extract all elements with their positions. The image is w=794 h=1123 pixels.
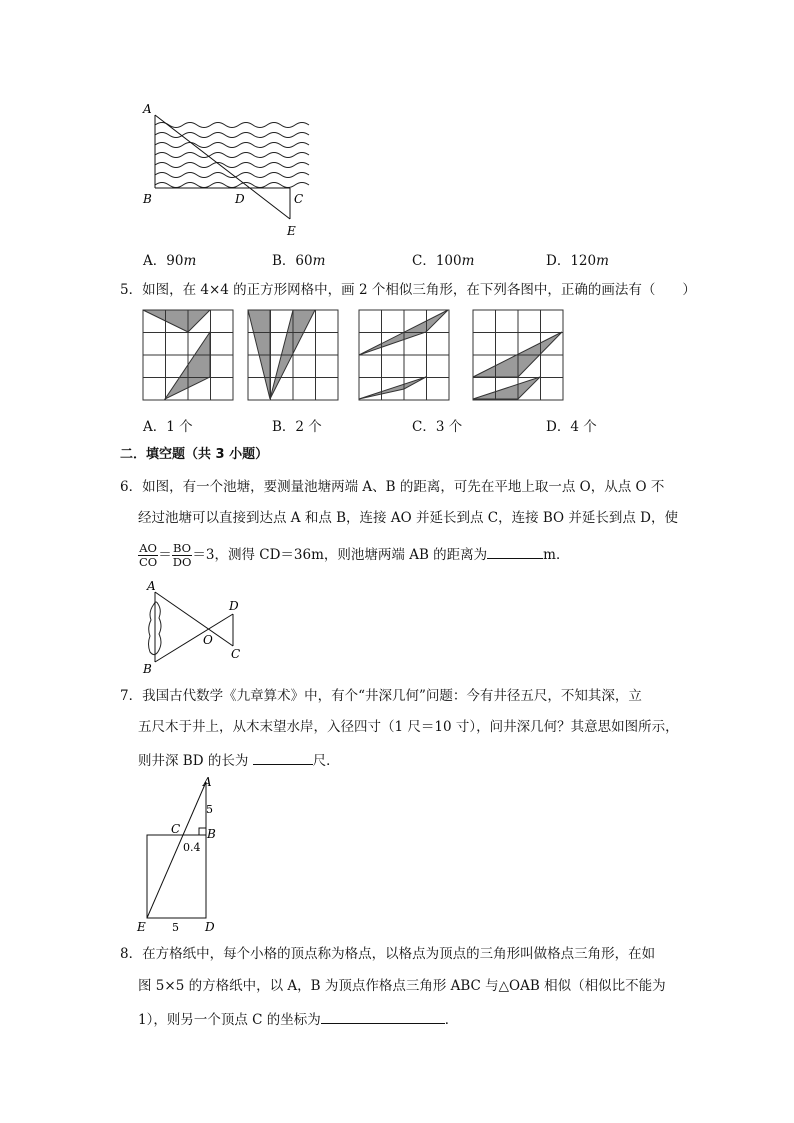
q5-grid-1: [142, 309, 234, 401]
q6-frac1-den: CO: [139, 555, 158, 569]
q8-line-3-text: 1），则另一个顶点 C 的坐标为: [138, 1012, 321, 1028]
q6-line-3-text: ＝3，测得 CD＝36m，则池塘两端 AB 的距离为: [192, 547, 488, 563]
q6-label-o: O: [203, 633, 213, 647]
q7-len-ab: 5: [206, 803, 213, 816]
q7-label-c: C: [171, 822, 181, 836]
q4-option-d-letter: D．: [546, 253, 571, 269]
q8-line-3: [138, 1008, 458, 1030]
q4-option-b[interactable]: [272, 249, 325, 269]
q6-line-3: [138, 540, 569, 570]
section-2-title: 二．填空题（共 3 小题）: [120, 447, 269, 462]
q8-line-1: [120, 944, 655, 964]
q6-number: 6．: [120, 479, 143, 495]
q5-option-c[interactable]: C．3 个: [412, 419, 463, 435]
q7-line-3: [138, 749, 340, 771]
q4-option-a-value: 90: [166, 253, 184, 269]
q5-grid-4: [472, 309, 564, 401]
q6-label-b: B: [143, 662, 152, 676]
q5-grid-2: [247, 309, 339, 401]
q7-number: 7．: [120, 688, 143, 704]
q7-line-1-text: 我国古代数学《九章算术》中，有个“井深几何”问题：今有井径五尺，不知其深，立: [142, 688, 642, 704]
q5-option-d[interactable]: D．4 个: [546, 419, 597, 435]
q6-frac2-den: DO: [172, 555, 192, 569]
q7-figure: [135, 774, 235, 934]
q6-answer-blank[interactable]: [487, 543, 543, 559]
q4-option-a[interactable]: [143, 249, 196, 269]
q7-line-2: 五尺木于井上，从木末望水岸，入径四寸（1 尺＝10 寸），问井深几何？其意思如图所示，: [138, 719, 679, 735]
q6-line-3-end: m．: [543, 547, 570, 563]
q6-fraction-ao-co: [138, 542, 158, 569]
q6-line-1-text: 如图，有一个池塘，要测量池塘两端 A、B 的距离，可先在平地上取一点 O，从点 O 不: [142, 479, 665, 495]
q6-label-a: A: [147, 579, 156, 593]
q6-frac1-num: AO: [139, 541, 157, 555]
q5-text: 如图，在 4×4 的正方形网格中，画 2 个相似三角形，在下列各图中，正确的画法有（ ）: [142, 282, 696, 298]
q4-label-c: C: [294, 192, 304, 206]
q4-option-d-unit: m: [596, 253, 609, 269]
q6-line-1: [120, 477, 664, 497]
q4-label-d: D: [235, 192, 245, 206]
q6-frac2-num: BO: [173, 541, 192, 555]
q6-label-d: D: [229, 599, 239, 613]
q4-option-c[interactable]: [412, 249, 474, 269]
q8-line-3-end: ．: [444, 1012, 459, 1028]
q7-label-e: E: [137, 920, 146, 934]
q4-option-d[interactable]: [546, 249, 609, 269]
q4-option-d-value: 120: [570, 253, 597, 269]
q4-option-b-unit: m: [312, 253, 326, 269]
q7-answer-blank[interactable]: [253, 749, 313, 765]
q6-eq: ＝: [158, 547, 172, 563]
q7-line-1: [120, 686, 642, 706]
q6-label-c: C: [231, 647, 241, 661]
q6-line-2: 经过池塘可以直接到达点 A 和点 B，连接 AO 并延长到点 C，连接 BO 并延长到点 D，使: [138, 510, 678, 526]
q4-label-e: E: [287, 224, 296, 238]
q4-option-c-letter: C．: [412, 253, 436, 269]
q8-answer-blank[interactable]: [321, 1008, 445, 1024]
q5-number: 5．: [120, 282, 143, 298]
q8-line-1-text: 在方格纸中，每个小格的顶点称为格点，以格点为顶点的三角形叫做格点三角形，在如: [142, 946, 656, 962]
q4-option-a-unit: m: [183, 253, 197, 269]
q7-len-ed: 5: [172, 921, 179, 934]
q7-line-3-text: 则井深 BD 的长为: [138, 753, 249, 769]
q8-number: 8．: [120, 946, 143, 962]
q6-fraction-bo-do: [172, 542, 193, 569]
q7-line-3-end: 尺．: [312, 753, 340, 769]
q4-label-a: A: [143, 102, 152, 116]
q6-figure: [135, 578, 255, 676]
q5-stem: [120, 280, 696, 300]
q4-figure: [135, 95, 315, 245]
q4-option-c-value: 100: [435, 253, 462, 269]
q4-option-c-unit: m: [461, 253, 475, 269]
right-angle-mark: [199, 828, 206, 835]
q5-grid-3: [358, 309, 450, 401]
q5-grid-1-triangle-1: [143, 310, 210, 332]
q4-option-a-letter: A．: [143, 253, 167, 269]
q5-option-b[interactable]: B．2 个: [272, 419, 322, 435]
q5-option-a[interactable]: A．1 个: [143, 419, 193, 435]
q5-grid-4-triangle-2: [473, 377, 540, 399]
q8-line-2: 图 5×5 的方格纸中，以 A，B 为顶点作格点三角形 ABC 与△OAB 相似（相似比不能为: [138, 978, 666, 994]
q7-label-b: B: [207, 827, 216, 841]
q4-option-b-letter: B．: [272, 253, 296, 269]
q7-len-cb: 0.4: [183, 841, 201, 854]
q7-label-a: A: [203, 775, 212, 789]
q4-option-b-value: 60: [295, 253, 313, 269]
q4-label-b: B: [143, 192, 152, 206]
q5-grid-3-triangle-2: [359, 377, 426, 399]
q7-label-d: D: [205, 920, 215, 934]
